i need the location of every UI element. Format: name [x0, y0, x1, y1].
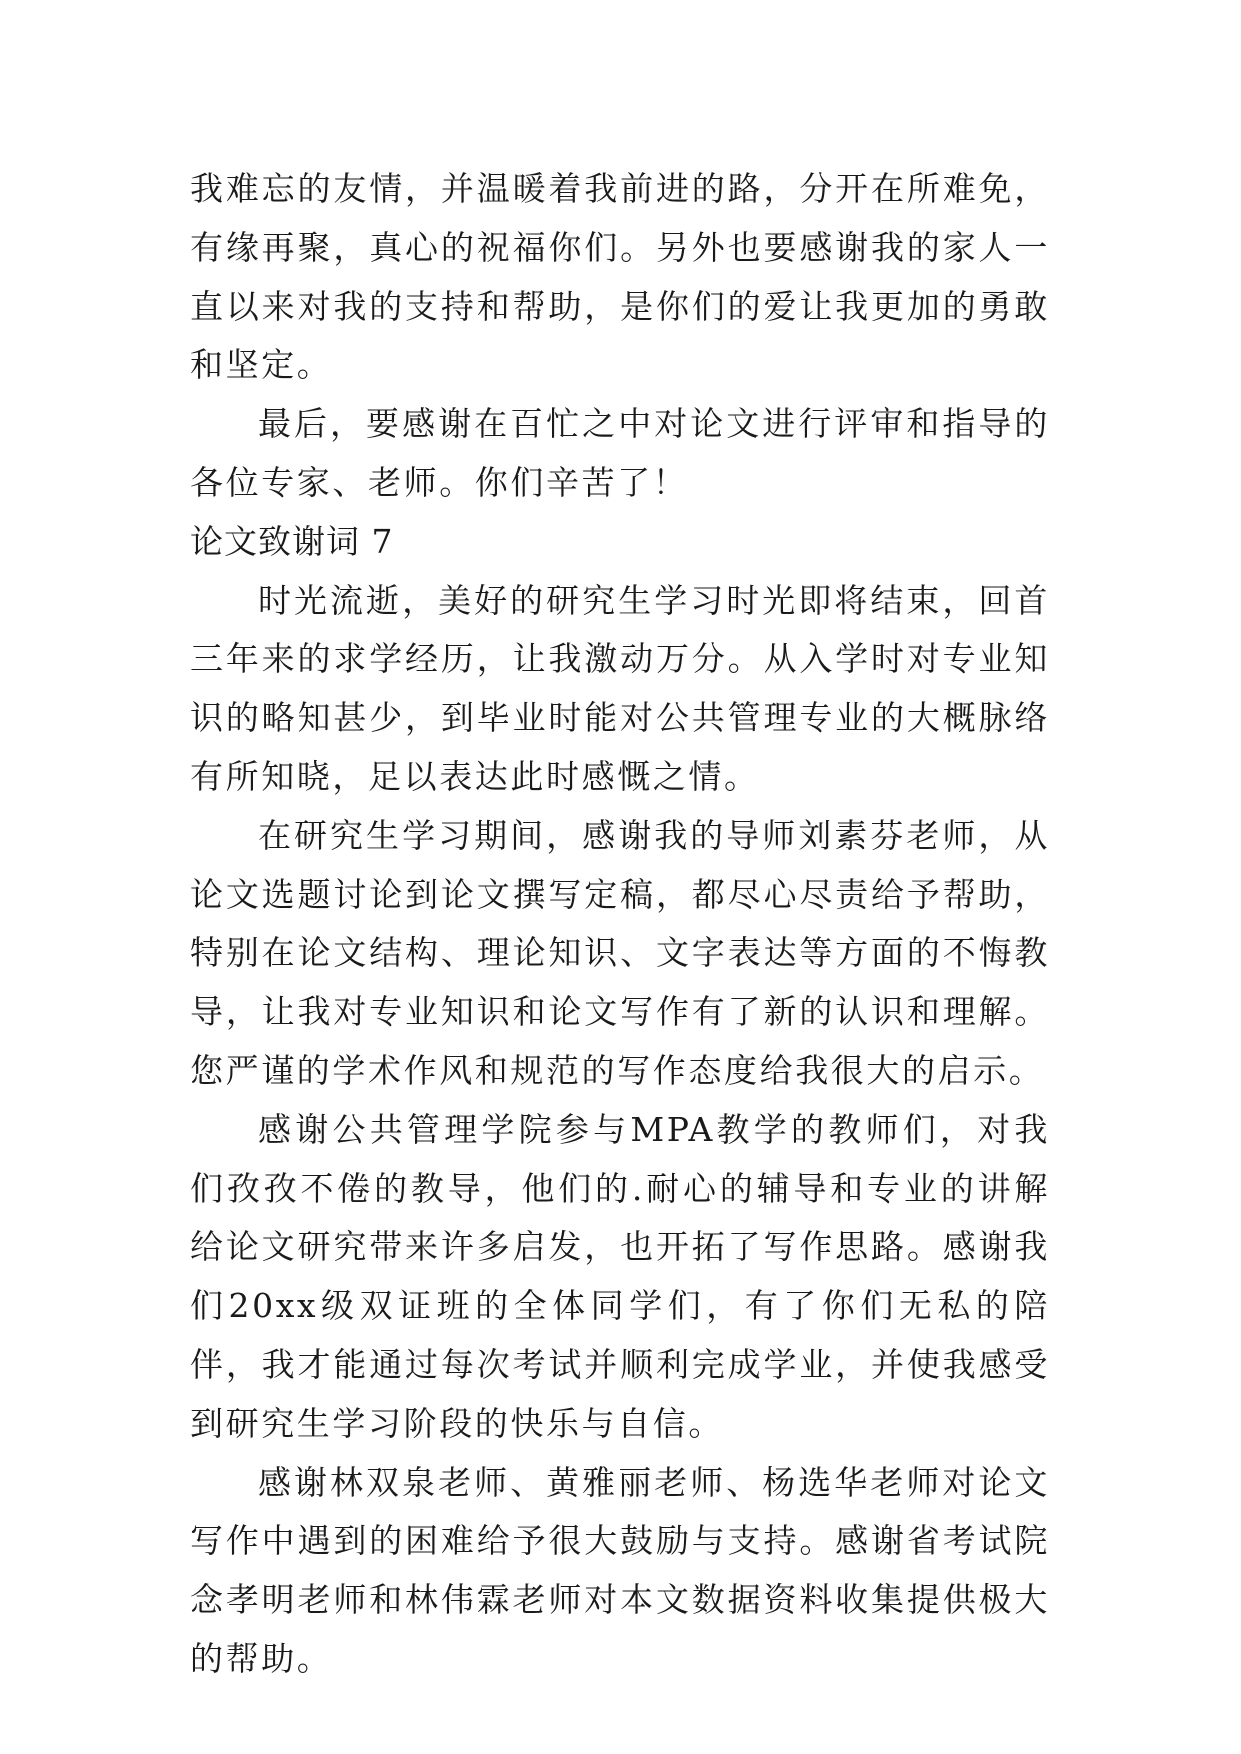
- paragraph-thanks-advisor: 在研究生学习期间，感谢我的导师刘素芬老师，从论文选题讨论到论文撰写定稿，都尽心尽责给予帮助，特别在论文结构、理论知识、文字表达等方面的不悔教导，让我对专业知识和论文写作有了新的认识和理解。您严谨的学术作风和规范的写作态度给我很大的启示。: [190, 815, 1050, 1090]
- document-body: [190, 160, 1050, 1689]
- paragraph-time-passing: 时光流逝，美好的研究生学习时光即将结束，回首三年来的求学经历，让我激动万分。从入学时对专业知识的略知甚少，到毕业时能对公共管理专业的大概脉络有所知晓，足以表达此时感慨之情。: [190, 580, 1050, 796]
- paragraph-thanks-faculty-classmates: 感谢公共管理学院参与MPA教学的教师们，对我们孜孜不倦的教导，他们的.耐心的辅导和专业的讲解给论文研究带来许多启发，也开拓了写作思路。感谢我们20xx级双证班的全体同学们，有了你们无私的陪伴，我才能通过每次考试并顺利完成学业，并使我感受到研究生学习阶段的快乐与自信。: [190, 1109, 1050, 1443]
- paragraph-continued-friendship: 我难忘的友情，并温暖着我前进的路，分开在所难免，有缘再聚，真心的祝福你们。另外也要感谢我的家人一直以来对我的支持和帮助，是你们的爱让我更加的勇敢和坚定。: [190, 169, 1050, 385]
- paragraph-thanks-reviewers: 最后，要感谢在百忙之中对论文进行评审和指导的各位专家、老师。你们辛苦了！: [190, 404, 1050, 502]
- section-title: 论文致谢词 7: [190, 521, 394, 561]
- paragraph-thanks-teachers-support: 感谢林双泉老师、黄雅丽老师、杨选华老师对论文写作中遇到的困难给予很大鼓励与支持。感谢省考试院念孝明老师和林伟霖老师对本文数据资料收集提供极大的帮助。: [190, 1462, 1050, 1678]
